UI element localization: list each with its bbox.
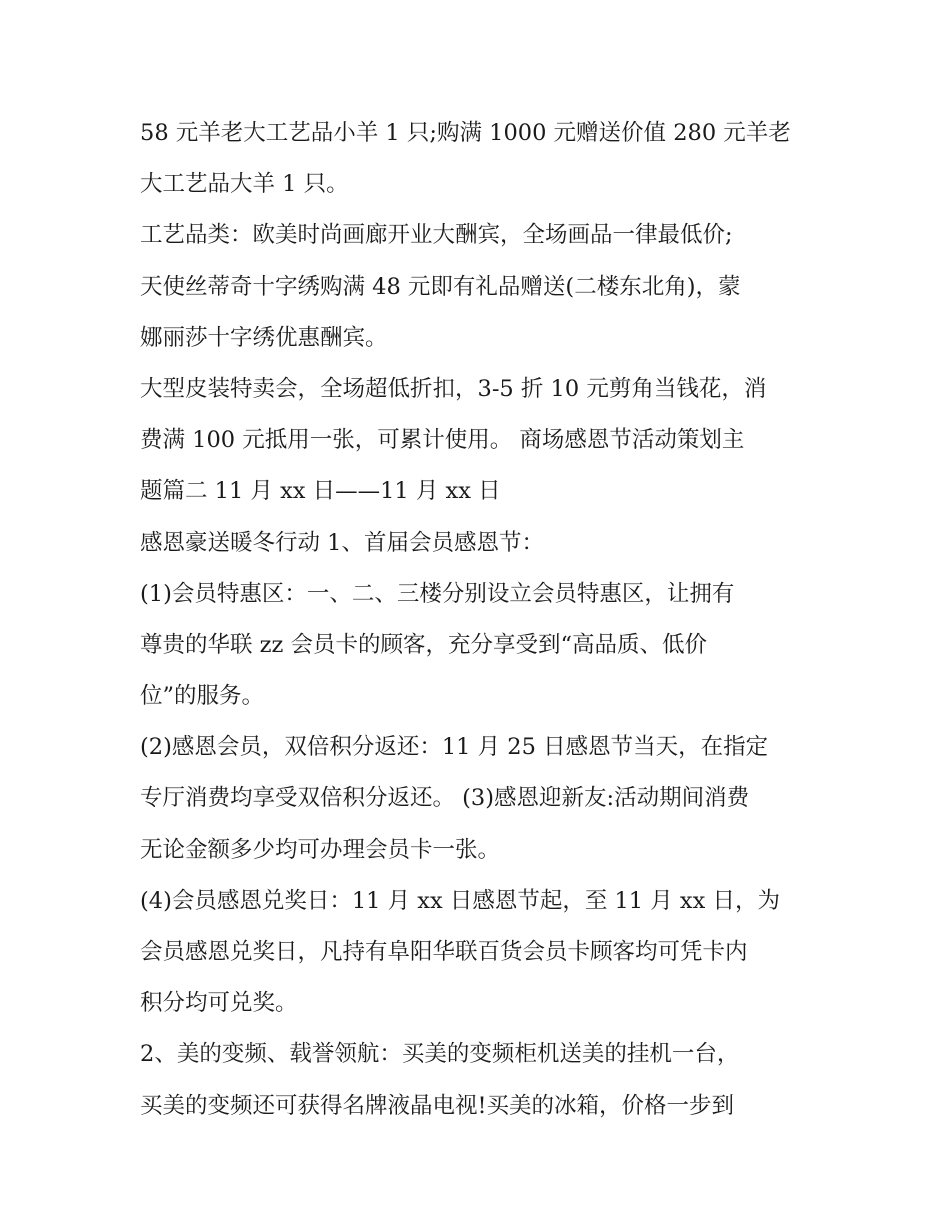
text-line: 无论金额多少均可办理会员卡一张。	[140, 836, 501, 863]
text-line: 费满 100 元抵用一张，可累计使用。 商场感恩节活动策划主	[140, 427, 745, 454]
text-line: 感恩豪送暖冬行动 1、首届会员感恩节：	[140, 529, 544, 556]
text-line: 大型皮装特卖会，全场超低折扣，3-5 折 10 元剪角当钱花，消	[140, 375, 767, 402]
text-line: (2)感恩会员，双倍积分返还：11 月 25 日感恩节当天，在指定	[140, 734, 769, 761]
text-line: 大工艺品大羊 1 只。	[140, 171, 349, 198]
text-line: 2、美的变频、载誉领航：买美的变频柜机送美的挂机一台，	[140, 1041, 740, 1068]
text-line: 专厅消费均享受双倍积分返还。 (3)感恩迎新友:活动期间消费	[140, 785, 750, 812]
text-line: 娜丽莎十字绣优惠酬宾。	[140, 324, 388, 351]
text-line: 题篇二 11 月 xx 日——11 月 xx 日	[140, 478, 501, 505]
text-line: 尊贵的华联 zz 会员卡的顾客，充分享受到“高品质、低价	[140, 631, 708, 658]
text-line: 工艺品类：欧美时尚画廊开业大酬宾，全场画品一律最低价;	[140, 222, 733, 249]
text-line: 买美的变频还可获得名牌液晶电视!买美的冰箱，价格一步到	[140, 1092, 735, 1119]
text-line: 位”的服务。	[140, 683, 265, 710]
text-line: 会员感恩兑奖日，凡持有阜阳华联百货会员卡顾客均可凭卡内	[140, 939, 748, 965]
text-line: 天使丝蒂奇十字绣购满 48 元即有礼品赠送(二楼东北角)，蒙	[140, 273, 741, 300]
text-line: (1)会员特惠区：一、二、三楼分别设立会员特惠区，让拥有	[140, 580, 735, 607]
text-line: 58 元羊老大工艺品小羊 1 只;购满 1000 元赠送价值 280 元羊老	[140, 120, 791, 146]
text-line: (4)会员感恩兑奖日：11 月 xx 日感恩节起，至 11 月 xx 日，为	[140, 887, 780, 914]
document-body	[140, 108, 820, 1132]
text-line: 积分均可兑奖。	[140, 990, 298, 1017]
